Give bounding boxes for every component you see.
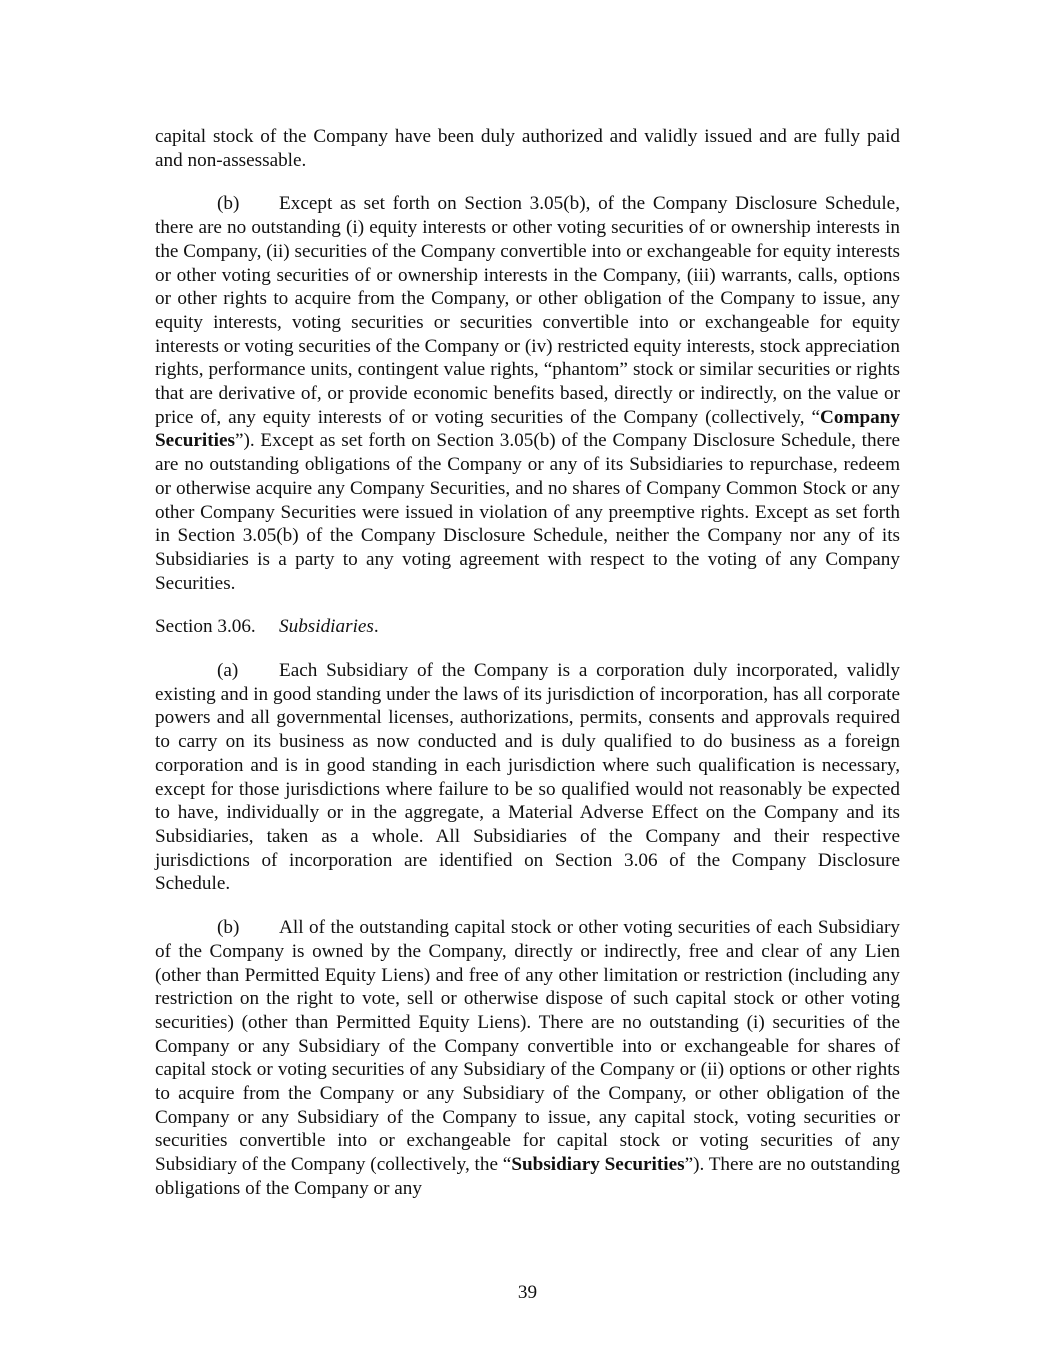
paragraph-label: (b) <box>217 917 240 939</box>
paragraph-label: (b) <box>217 193 240 215</box>
paragraph-continuation <box>155 125 900 172</box>
paragraph-text-continued: ”). There are no outstanding obligations of the Company or any <box>155 1154 900 1199</box>
section-heading <box>155 615 900 639</box>
section-title-period: . <box>373 616 379 638</box>
paragraph-label: (a) <box>217 660 239 682</box>
section-number: Section 3.06. <box>155 616 256 638</box>
paragraph-text: Each Subsidiary of the Company is a corporation duly incorporated, validly existing and in good standing under the laws of its jurisdiction of incorporation, has all corporate powers and all governmental licenses, authorizations, permits, consents and approvals required to carry on its business as now conducted and is duly qualified to do business as a foreign corporation and is in good standing in each jurisdiction where such qualification is necessary, except for those jurisdictions where failure to be so qualified would not reasonably be expected to have, individually or in the aggregate, a Material Adverse Effect on the Company and its Subsidiaries, taken as a whole. All Subsidiaries of the Company and their respective jurisdictions of incorporation are identified on Section 3.06 of the Company Disclosure Schedule. <box>155 660 900 895</box>
paragraph-text: All of the outstanding capital stock or other voting securities of each Subsidiary of the Company is owned by the Company, directly or indirectly, free and clear of any Lien (other than Permitted Equity Liens) and free of any other limitation or restriction (including any restriction on the right to vote, sell or otherwise dispose of such capital stock or other voting securities) (other than Permitted Equity Liens). There are no outstanding (i) securities of the Company or any Subsidiary of the Company convertible into or exchangeable for shares of capital stock or voting securities of any Subsidiary of the Company or (ii) options or other rights to acquire from the Company or any Subsidiary of the Company, or other obligation of the Company or any Subsidiary of the Company to issue, any capital stock, voting securities or securities convertible into or exchangeable for capital stock or voting securities of any Subsidiary of the Company (collectively, the “ <box>155 917 900 1176</box>
defined-term-company-securities: Company Securities <box>155 406 900 452</box>
paragraph-3-06-a <box>155 659 900 896</box>
paragraph-text-continued: ”). Except as set forth on Section 3.05(b) of the Company Disclosure Schedule, there are no outstanding obligations of the Company or any of its Subsidiaries to repurchase, redeem or otherwise acquire any Company Securities, and no shares of Company Common Stock or any other Company Securities were issued in violation of any preemptive rights. Except as set forth in Section 3.05(b) of the Company Disclosure Schedule, neither the Company nor any of its Subsidiaries is a party to any voting agreement with respect to the voting of any Company Securities. <box>155 430 900 594</box>
paragraph-text: Except as set forth on Section 3.05(b), of the Company Disclosure Schedule, there are no outstanding (i) equity interests or other voting securities of or ownership interests in the Company, (ii) securities of the Company convertible into or exchangeable for equity interests or other voting securities of or ownership interests in the Company, (iii) warrants, calls, options or other rights to acquire from the Company, or other obligation of the Company to issue, any equity interests, voting securities or securities convertible into or exchangeable for equity interests or voting securities of the Company or (iv) restricted equity interests, stock appreciation rights, performance units, contingent value rights, “phantom” stock or similar securities or rights that are derivative of, or provide economic benefits based, directly or indirectly, on the value or price of, any equity interests of or voting securities of the Company (collectively, “ <box>155 193 900 428</box>
paragraph-text: capital stock of the Company have been duly authorized and validly issued and are fully paid and non-assessable. <box>155 126 900 171</box>
defined-term-subsidiary-securities: Subsidiary Securities <box>511 1154 685 1176</box>
document-body <box>155 125 900 1221</box>
page-number: 39 <box>517 1282 538 1303</box>
section-title: Subsidiaries <box>279 616 374 638</box>
paragraph-3-05-b <box>155 192 900 595</box>
paragraph-3-06-b <box>155 916 900 1200</box>
